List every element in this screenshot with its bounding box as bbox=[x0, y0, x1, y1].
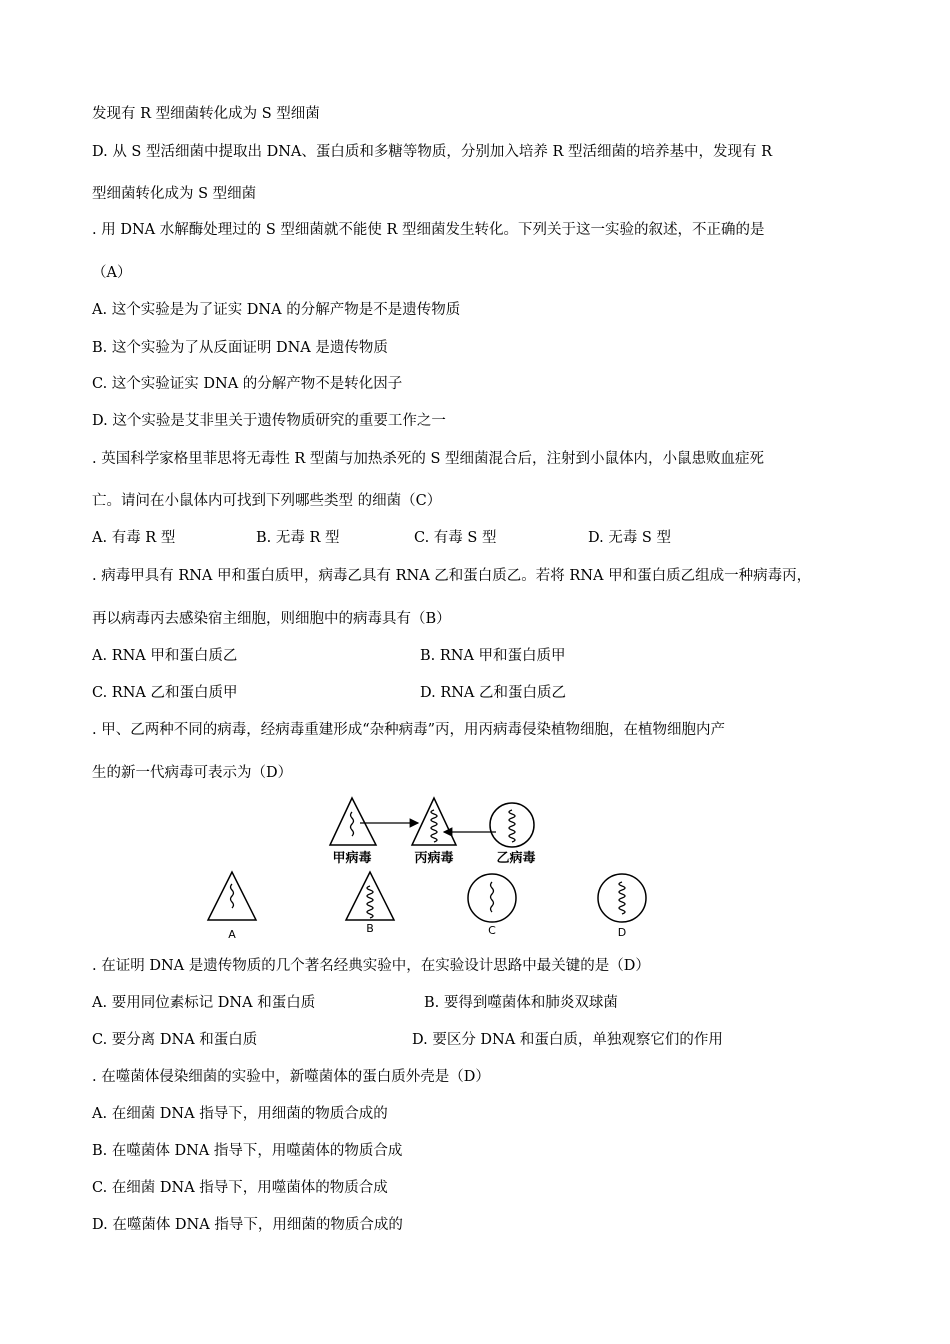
question-6-stem: . 在噬菌体侵染细菌的实验中，新噬菌体的蛋白质外壳是（D） bbox=[92, 1069, 490, 1085]
text-line: 发现有 R 型细菌转化成为 S 型细菌 bbox=[92, 106, 320, 122]
question-1-answer: （A） bbox=[92, 265, 132, 281]
virus-choices-figure bbox=[200, 868, 660, 944]
text-line: 型细菌转化成为 S 型细菌 bbox=[92, 186, 257, 202]
choice-d-icon bbox=[598, 874, 646, 922]
choice-c-icon bbox=[468, 874, 516, 922]
virus-bing-icon bbox=[412, 798, 456, 845]
question-3-option-a: A. RNA 甲和蛋白质乙 bbox=[92, 648, 238, 664]
question-3-option-d: D. RNA 乙和蛋白质乙 bbox=[420, 685, 567, 701]
question-3-stem-cont: 再以病毒丙去感染宿主细胞，则细胞中的病毒具有（B） bbox=[92, 611, 451, 627]
label-choice-c: C bbox=[488, 924, 496, 937]
question-6-option-c: C. 在细菌 DNA 指导下，用噬菌体的物质合成 bbox=[92, 1180, 388, 1196]
question-3-option-c: C. RNA 乙和蛋白质甲 bbox=[92, 685, 238, 701]
label-choice-a: A bbox=[228, 928, 236, 941]
label-virus-bing: 丙病毒 bbox=[414, 851, 454, 866]
question-6-option-d: D. 在噬菌体 DNA 指导下，用细菌的物质合成的 bbox=[92, 1217, 403, 1233]
question-2-stem: . 英国科学家格里菲思将无毒性 R 型菌与加热杀死的 S 型细菌混合后，注射到小鼠体内，小鼠患败血症死 bbox=[92, 451, 765, 467]
question-3-option-b: B. RNA 甲和蛋白质甲 bbox=[420, 648, 566, 664]
choice-b-icon bbox=[346, 872, 394, 920]
question-2-option-d: D. 无毒 S 型 bbox=[588, 530, 671, 546]
question-4-stem-cont: 生的新一代病毒可表示为（D） bbox=[92, 765, 293, 781]
question-2-option-b: B. 无毒 R 型 bbox=[256, 530, 340, 546]
label-virus-jia: 甲病毒 bbox=[332, 851, 372, 866]
question-3-stem: . 病毒甲具有 RNA 甲和蛋白质甲，病毒乙具有 RNA 乙和蛋白质乙。若将 RNA 甲和蛋白质乙组成一种病毒丙， bbox=[92, 568, 812, 584]
question-5-option-a: A. 要用同位素标记 DNA 和蛋白质 bbox=[92, 995, 316, 1011]
question-5-option-d: D. 要区分 DNA 和蛋白质，单独观察它们的作用 bbox=[412, 1032, 723, 1048]
question-5-option-c: C. 要分离 DNA 和蛋白质 bbox=[92, 1032, 258, 1048]
option-d-text: D. 从 S 型活细菌中提取出 DNA、蛋白质和多糖等物质，分别加入培养 R 型活细菌的培养基中，发现有 R bbox=[92, 144, 773, 160]
question-4-stem: . 甲、乙两种不同的病毒，经病毒重建形成“杂种病毒”丙，用丙病毒侵染植物细胞，在植物细胞内产 bbox=[92, 722, 726, 738]
question-1-option-a: A. 这个实验是为了证实 DNA 的分解产物是不是遗传物质 bbox=[92, 302, 461, 318]
question-5-option-b: B. 要得到噬菌体和肺炎双球菌 bbox=[424, 995, 618, 1011]
question-6-option-a: A. 在细菌 DNA 指导下，用细菌的物质合成的 bbox=[92, 1106, 388, 1122]
question-1-option-d: D. 这个实验是艾非里关于遗传物质研究的重要工作之一 bbox=[92, 413, 446, 429]
virus-yi-icon bbox=[490, 803, 534, 847]
question-2-option-c: C. 有毒 S 型 bbox=[414, 530, 497, 546]
question-5-stem: . 在证明 DNA 是遗传物质的几个著名经典实验中，在实验设计思路中最关键的是（D） bbox=[92, 958, 650, 974]
label-choice-b: B bbox=[366, 922, 374, 935]
virus-jia-icon bbox=[330, 798, 376, 845]
question-1-stem: . 用 DNA 水解酶处理过的 S 型细菌就不能使 R 型细菌发生转化。下列关于这一实验的叙述，不正确的是 bbox=[92, 222, 765, 238]
question-1-option-b: B. 这个实验为了从反面证明 DNA 是遗传物质 bbox=[92, 340, 388, 356]
question-2-stem-cont: 亡。请问在小鼠体内可找到下列哪些类型 的细菌（C） bbox=[92, 493, 442, 509]
label-choice-d: D bbox=[617, 926, 627, 939]
question-6-option-b: B. 在噬菌体 DNA 指导下，用噬菌体的物质合成 bbox=[92, 1143, 403, 1159]
label-virus-yi: 乙病毒 bbox=[496, 851, 536, 866]
choice-a-icon bbox=[208, 872, 256, 920]
question-1-option-c: C. 这个实验证实 DNA 的分解产物不是转化因子 bbox=[92, 376, 403, 392]
question-2-option-a: A. 有毒 R 型 bbox=[92, 530, 176, 546]
